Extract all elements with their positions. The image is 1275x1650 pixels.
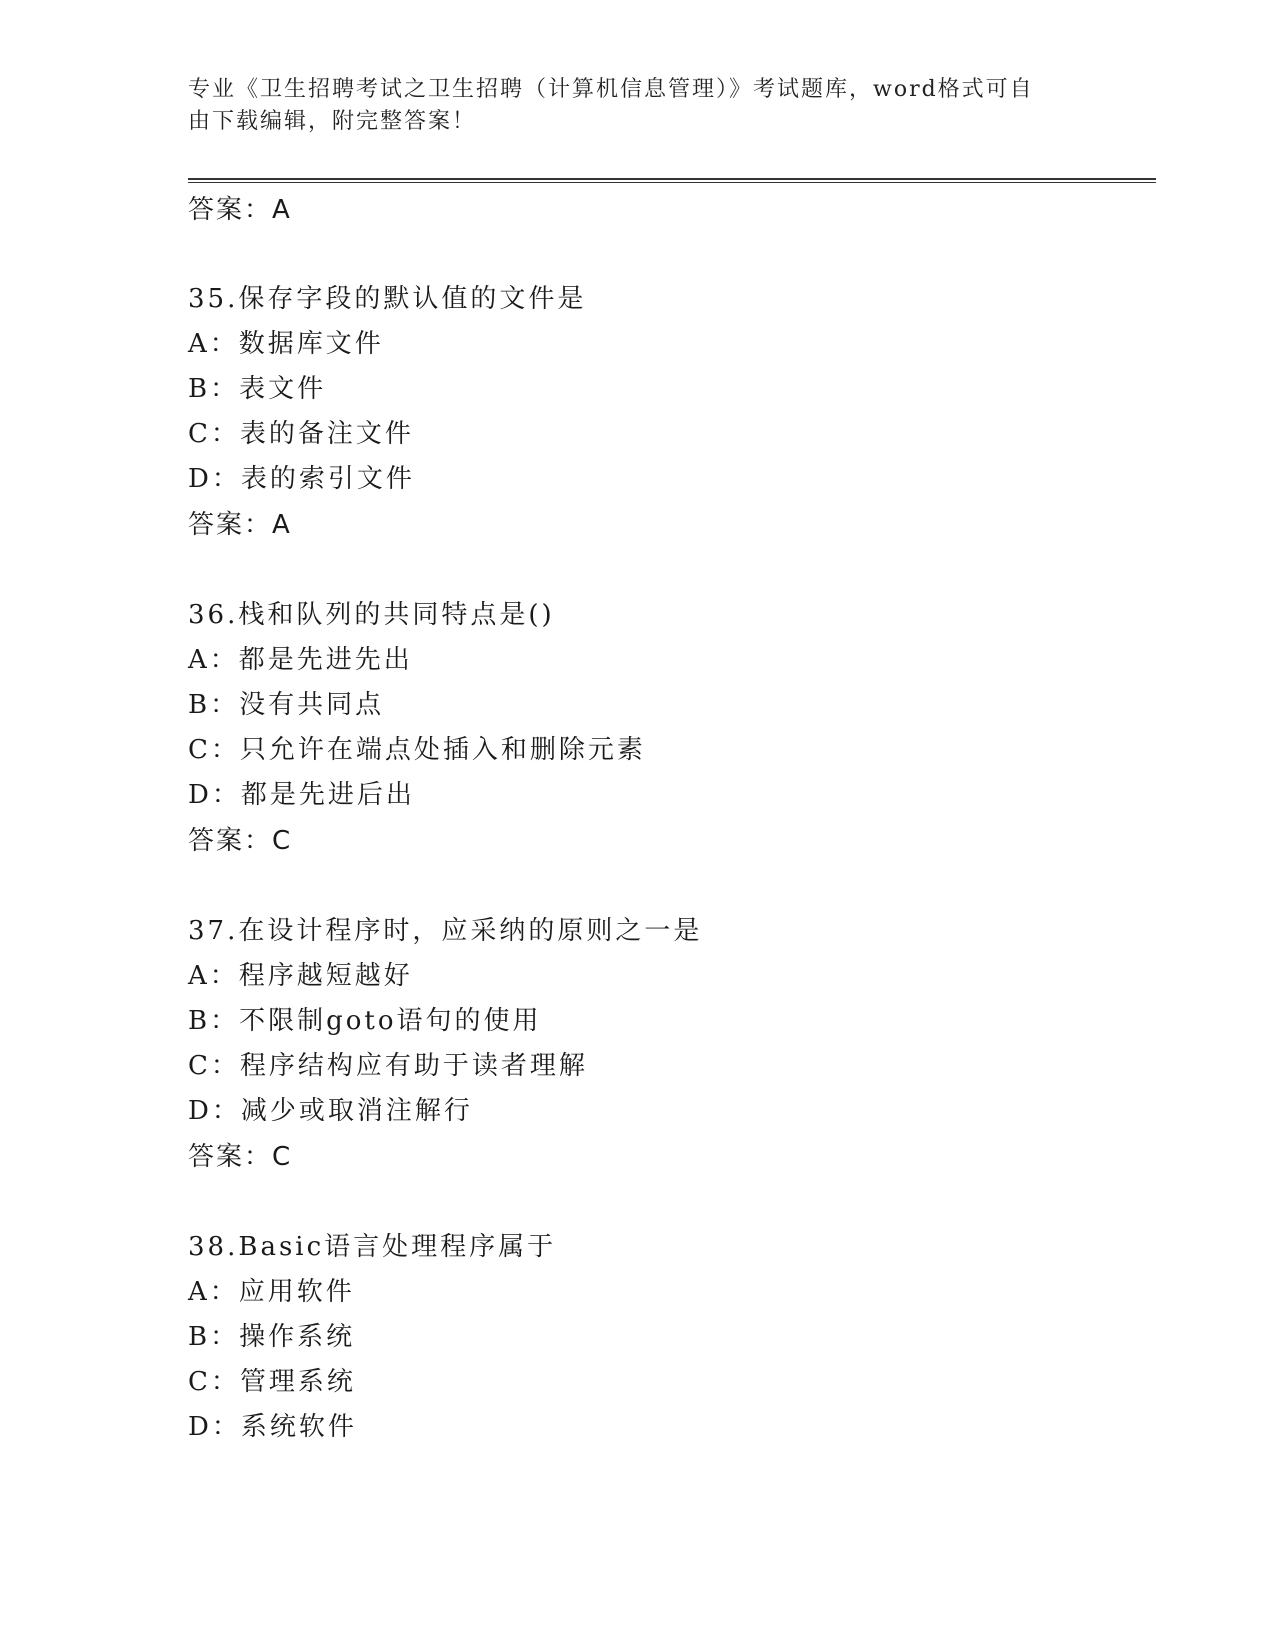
question-36-option-c: C：只允许在端点处插入和删除元素 — [188, 735, 646, 765]
question-37-option-a: A：程序越短越好 — [188, 961, 413, 991]
question-38-option-a: A：应用软件 — [188, 1277, 355, 1307]
question-35-stem: 35.保存字段的默认值的文件是 — [188, 284, 587, 314]
question-35-option-a: A：数据库文件 — [188, 329, 384, 359]
question-38-option-b: B：操作系统 — [188, 1322, 356, 1352]
question-37-option-c: C：程序结构应有助于读者理解 — [188, 1051, 588, 1081]
question-38-option-d: D：系统软件 — [188, 1412, 357, 1442]
question-36-option-a: A：都是先进先出 — [188, 645, 413, 675]
header-line-1: 专业《卫生招聘考试之卫生招聘（计算机信息管理）》考试题库，word格式可自 — [188, 77, 1034, 102]
question-37-option-b: B：不限制goto语句的使用 — [188, 1006, 542, 1036]
header-line-2: 由下载编辑，附完整答案！ — [188, 109, 477, 134]
question-35-option-d: D：表的索引文件 — [188, 464, 415, 494]
question-37-stem: 37.在设计程序时，应采纳的原则之一是 — [188, 916, 703, 946]
question-36-stem: 36.栈和队列的共同特点是() — [188, 600, 555, 630]
question-35-answer: 答案：A — [188, 510, 292, 540]
question-38-stem: 38.Basic语言处理程序属于 — [188, 1232, 557, 1262]
question-38-option-c: C：管理系统 — [188, 1367, 356, 1397]
question-36-option-d: D：都是先进后出 — [188, 780, 415, 810]
question-35-option-c: C：表的备注文件 — [188, 419, 414, 449]
question-37-answer: 答案：C — [188, 1142, 293, 1172]
question-36-answer: 答案：C — [188, 826, 293, 856]
question-36-option-b: B：没有共同点 — [188, 690, 385, 720]
question-35-option-b: B：表文件 — [188, 374, 327, 404]
document-header — [188, 74, 1088, 138]
header-divider — [188, 178, 1156, 183]
answer-previous: 答案：A — [188, 195, 292, 225]
question-37-option-d: D：减少或取消注解行 — [188, 1096, 473, 1126]
